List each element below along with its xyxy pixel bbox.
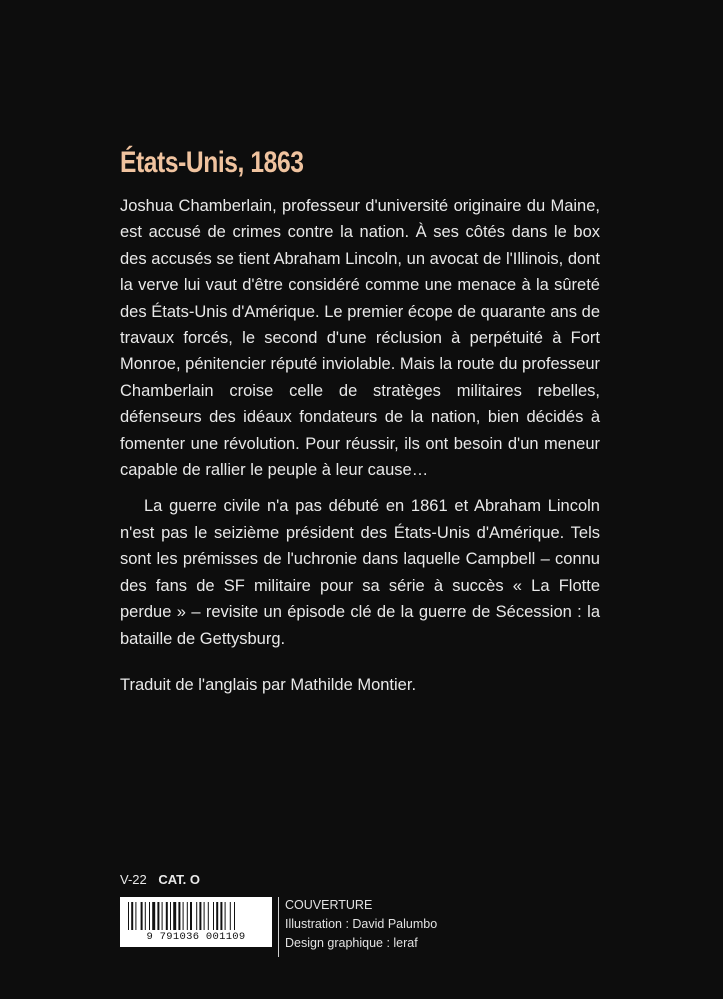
cover-illustration-credit: Illustration : David Palumbo — [285, 917, 438, 931]
barcode-bar — [208, 902, 209, 930]
barcode-bar — [183, 902, 184, 930]
barcode-bar — [220, 902, 222, 930]
synopsis-paragraph: Joshua Chamberlain, professeur d'université originaire du Maine, est accusé de crimes contre la nation. À ses côtés dans le box des accusés se tient Abraham Lincoln, un avocat de l'Illinois, dont la verve lui vaut d'être considéré comme une menace à la sûreté des États-Unis d'Amérique. Le premier écope de quarante ans de travaux forcés, le second d'une réclusion à perpétuité à Fort Monroe, pénitencier réputé inviolable. Mais la route du professeur Chamberlain croise celle de stratèges militaires rebelles, défenseurs des idéaux fondateurs de la nation, bien décidés à fomenter une révolution. Pour réussir, ils ont besoin d'un meneur capable de rallier le peuple à leur cause… — [120, 197, 600, 480]
catalog-category: CAT. O — [158, 872, 201, 887]
barcode-bar — [128, 902, 129, 930]
cover-credits — [285, 896, 437, 953]
barcode-bar — [170, 902, 171, 930]
cover-heading: États-Unis, 1863 — [120, 146, 304, 179]
synopsis — [120, 193, 600, 698]
barcode-bar — [166, 902, 168, 930]
barcode-bar — [216, 902, 218, 930]
barcode-bar — [230, 902, 231, 930]
barcode-bar — [149, 902, 150, 930]
barcode-bar — [141, 902, 143, 930]
barcode-bar — [196, 902, 197, 930]
translation-credit: Traduit de l'anglais par Mathilde Montier. — [120, 675, 417, 694]
barcode-bar — [190, 902, 192, 930]
barcode-bars — [126, 902, 266, 930]
barcode-bar — [234, 902, 235, 930]
barcode-bar — [135, 902, 136, 930]
barcode-bar — [152, 902, 155, 930]
barcode-digits: 9 791036 001109 — [146, 931, 246, 943]
barcode-bar — [187, 902, 188, 930]
barcode-bar — [178, 902, 180, 930]
barcode-bar — [213, 902, 214, 930]
catalog-info — [120, 872, 200, 887]
barcode-bar — [173, 902, 176, 930]
barcode-bar — [225, 902, 226, 930]
barcode — [120, 897, 272, 947]
credits-divider — [278, 897, 279, 957]
barcode-bar — [199, 902, 201, 930]
barcode-bar — [162, 902, 163, 930]
barcode-bar — [157, 902, 159, 930]
barcode-bar — [131, 902, 133, 930]
barcode-bar — [204, 902, 205, 930]
synopsis-paragraph: La guerre civile n'a pas débuté en 1861 et Abraham Lincoln n'est pas le seizième président des États-Unis d'Amérique. Tels sont les prémisses de l'uchronie dans laquelle Campbell – connu des fans de SF militaire pour sa série à succès « La Flotte perdue » – revisite un épisode clé de la guerre de Sécession : la bataille de Gettysburg. — [120, 497, 600, 648]
barcode-bar — [145, 902, 146, 930]
cover-design-credit: Design graphique : leraf — [285, 936, 418, 950]
cover-credits-title: COUVERTURE — [285, 898, 373, 912]
catalog-code: V-22 — [120, 872, 147, 887]
